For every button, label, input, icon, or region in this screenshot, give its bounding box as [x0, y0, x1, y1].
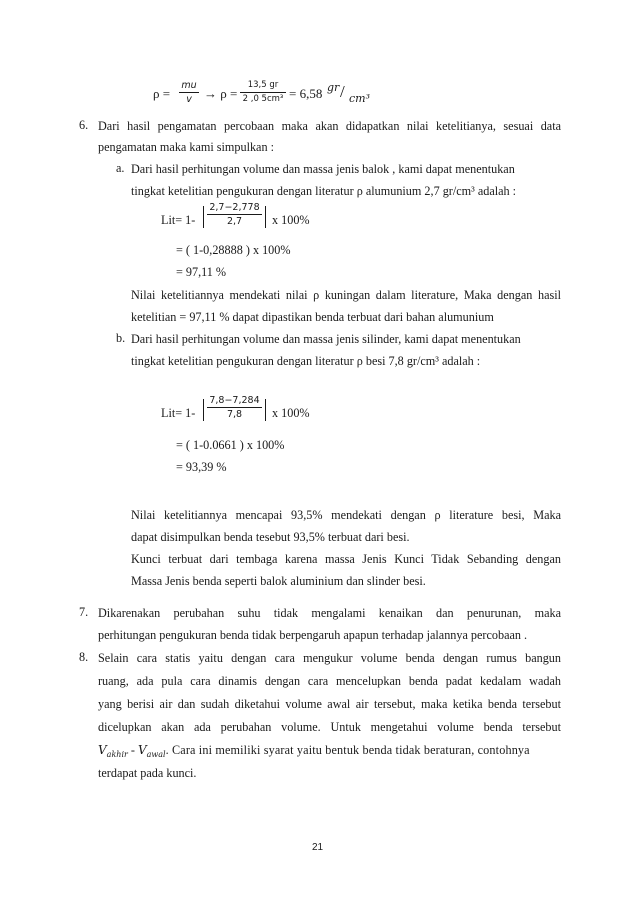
- subitem-letter: a.: [116, 161, 125, 175]
- item8-line3: yang berisi air dan sudah diketahui volume awal air tersebut, maka ketika benda tersebut: [98, 697, 561, 711]
- item6b-line1: Dari hasil perhitungan volume dan massa jenis silinder, kami dapat menentukan: [131, 332, 521, 346]
- arrow-rho: → ρ =: [204, 86, 238, 101]
- item6a-line1: Dari hasil perhitungan volume dan massa jenis balok , kami dapat menentukan: [131, 162, 515, 176]
- calc-result: = 93,39 %: [176, 460, 227, 474]
- v-akhir: V: [98, 743, 107, 757]
- item8-line6: terdapat pada kunci.: [98, 766, 197, 780]
- fraction-numerator: 2,7−2,778: [209, 202, 260, 213]
- calc-result: = 97,11 %: [176, 265, 227, 279]
- unit-denominator: cm³: [349, 92, 371, 105]
- item8-line5-rest: . Cara ini memiliki syarat yaitu bentuk benda tidak beraturan, contohnya: [165, 743, 530, 757]
- calc-step: = ( 1-0.0661 ) x 100%: [176, 438, 285, 452]
- item-number: 8.: [79, 650, 89, 664]
- v-awal: V: [137, 743, 147, 757]
- item6-line2: pengamatan maka kami simpulkan :: [98, 140, 274, 154]
- calc-step: = ( 1-0,28888 ) x 100%: [176, 243, 291, 257]
- fraction-denominator: 7,8: [226, 409, 243, 420]
- item6b-note3: Kunci terbuat dari tembaga karena massa Jenis Kunci Tidak Sebanding dengan: [131, 552, 561, 566]
- fraction-denominator: 2 ,0 5cm³: [242, 94, 284, 104]
- item6-line1: Dari hasil pengamatan percobaan maka akan didapatkan nilai ketelitianya, sesuai data: [98, 119, 561, 133]
- fraction-numerator: 7,8−7,284: [209, 395, 260, 406]
- lit-fraction: [207, 395, 262, 420]
- minus-sign: -: [127, 743, 138, 757]
- item8-line1: Selain cara statis yaitu dengan cara mengukur volume benda dengan rumus bangun: [98, 651, 561, 665]
- lit-multiplier: x 100%: [272, 213, 310, 227]
- lit-label: Lit= 1-: [161, 406, 196, 420]
- item-number: 6.: [79, 118, 89, 132]
- fraction-numerator: 13,5 gr: [247, 80, 279, 90]
- item7-line1: Dikarenakan perubahan suhu tidak mengalami kenaikan dan penurunan, maka: [98, 606, 561, 620]
- value-fraction: [240, 80, 286, 105]
- unit-slash: /: [340, 82, 345, 101]
- subitem-letter: b.: [116, 331, 126, 345]
- lit-multiplier: x 100%: [272, 406, 310, 420]
- fraction-numerator: mu: [181, 80, 197, 91]
- item6b-note4: Massa Jenis benda seperti balok aluminium dan slinder besi.: [131, 574, 426, 588]
- mass-over-volume-fraction: [179, 80, 199, 105]
- item6a-line2: tingkat ketelitian pengukuran dengan literatur ρ alumunium 2,7 gr/cm³ adalah :: [131, 184, 517, 198]
- item6b-line2: tingkat ketelitian pengukuran dengan literatur ρ besi 7,8 gr/cm³ adalah :: [131, 354, 481, 368]
- page-number: 21: [312, 842, 324, 853]
- item8-line4: dicelupkan akan ada perubahan volume. Untuk mengetahui volume benda tersebut: [98, 720, 561, 734]
- item6a-note1: Nilai ketelitiannya mendekati nilai ρ kuningan dalam literature, Maka dengan hasil: [131, 288, 561, 302]
- fraction-denominator: v: [186, 94, 192, 105]
- density-result: = 6,58: [289, 86, 323, 101]
- lit-fraction: [207, 202, 262, 227]
- item6b-note2: dapat disimpulkan benda tesebut 93,5% terbuat dari besi.: [131, 530, 410, 544]
- item8-line5: [98, 742, 561, 760]
- fraction-denominator: 2,7: [226, 216, 243, 227]
- lit-label: Lit= 1-: [161, 213, 196, 227]
- unit-numerator: gr: [327, 81, 340, 94]
- item8-line2: ruang, ada pula cara dinamis dengan cara mencelupkan benda padat kedalam wadah: [98, 674, 561, 688]
- item7-line2: perhitungan pengukuran benda tidak berpengaruh apapun terhadap jalannya percobaan .: [98, 628, 528, 642]
- item6b-note1: Nilai ketelitiannya mencapai 93,5% mendekati dengan ρ literature besi, Maka: [131, 508, 561, 522]
- v-akhir-subscript: akhir: [106, 750, 128, 759]
- item6a-note2: ketelitian = 97,11 % dapat dipastikan benda terbuat dari bahan alumunium: [131, 310, 494, 324]
- v-awal-subscript: awal: [146, 750, 166, 759]
- rho-symbol: ρ =: [153, 86, 171, 101]
- item-number: 7.: [79, 605, 89, 619]
